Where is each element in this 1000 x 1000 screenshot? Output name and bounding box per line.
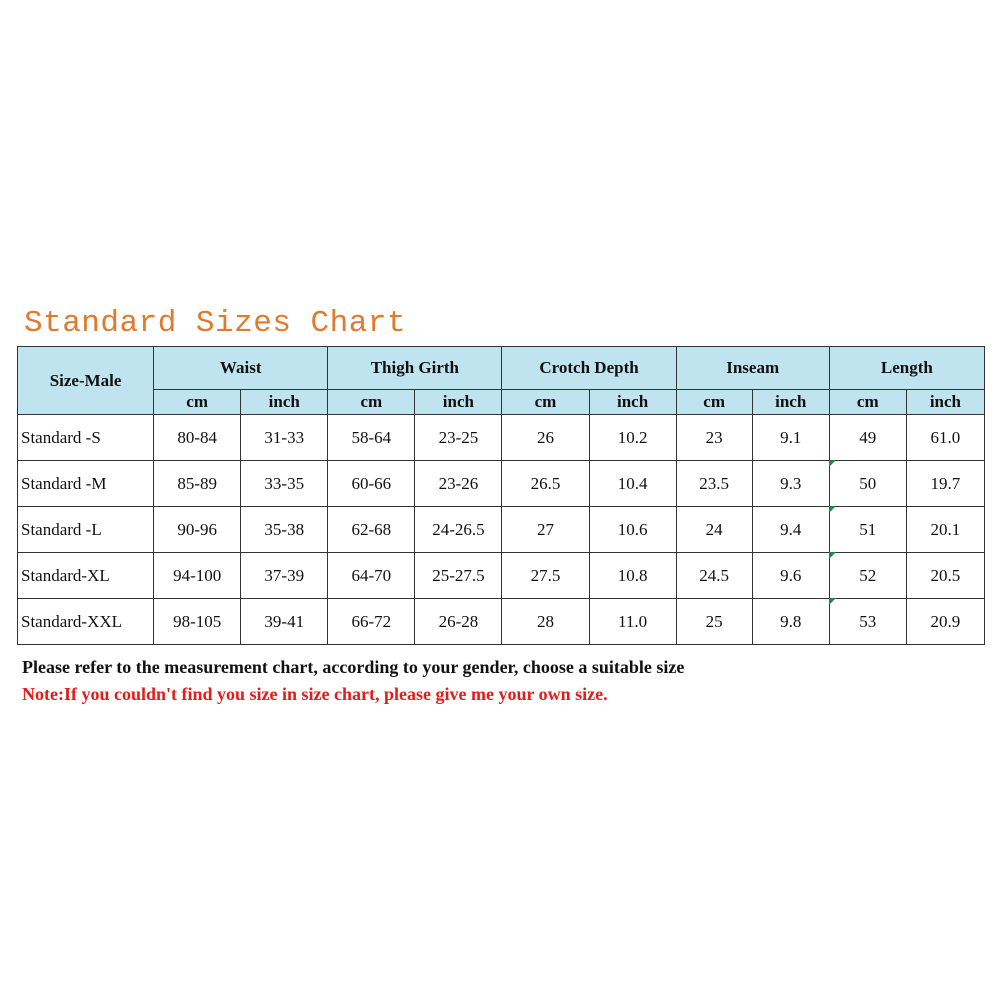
size-table bbox=[17, 346, 985, 645]
unit-header-inch: inch bbox=[589, 390, 676, 415]
table-cell: 10.2 bbox=[589, 415, 676, 461]
chart-title: Standard Sizes Chart bbox=[24, 306, 407, 341]
table-cell: 25 bbox=[676, 599, 752, 645]
table-cell bbox=[829, 553, 906, 599]
cell-value: 50 bbox=[859, 473, 877, 493]
table-cell: 31-33 bbox=[241, 415, 328, 461]
table-cell: 20.9 bbox=[906, 599, 984, 645]
table-cell: 20.5 bbox=[906, 553, 984, 599]
table-row bbox=[18, 553, 985, 599]
table-cell: 23-25 bbox=[415, 415, 502, 461]
table-cell: 9.4 bbox=[752, 507, 829, 553]
unit-header-cm: cm bbox=[154, 390, 241, 415]
table-cell: 9.3 bbox=[752, 461, 829, 507]
table-cell: 58-64 bbox=[328, 415, 415, 461]
table-cell: 19.7 bbox=[906, 461, 984, 507]
table-cell bbox=[829, 461, 906, 507]
table-cell: 27.5 bbox=[502, 553, 589, 599]
unit-header-cm: cm bbox=[328, 390, 415, 415]
size-name-cell: Standard-XL bbox=[18, 553, 154, 599]
size-name-cell: Standard -L bbox=[18, 507, 154, 553]
table-cell: 35-38 bbox=[241, 507, 328, 553]
cell-value: 51 bbox=[859, 519, 877, 539]
unit-header-inch: inch bbox=[752, 390, 829, 415]
table-cell: 85-89 bbox=[154, 461, 241, 507]
table-cell: 27 bbox=[502, 507, 589, 553]
table-cell: 23.5 bbox=[676, 461, 752, 507]
size-column-header: Size-Male bbox=[18, 347, 154, 415]
comment-marker-icon bbox=[829, 460, 836, 467]
unit-header-inch: inch bbox=[906, 390, 984, 415]
table-row bbox=[18, 599, 985, 645]
table-cell: 39-41 bbox=[241, 599, 328, 645]
table-cell bbox=[829, 599, 906, 645]
unit-header-inch: inch bbox=[241, 390, 328, 415]
table-cell: 60-66 bbox=[328, 461, 415, 507]
table-cell: 23-26 bbox=[415, 461, 502, 507]
table-cell: 61.0 bbox=[906, 415, 984, 461]
table-cell: 64-70 bbox=[328, 553, 415, 599]
table-cell: 66-72 bbox=[328, 599, 415, 645]
size-name-cell: Standard -S bbox=[18, 415, 154, 461]
table-cell: 33-35 bbox=[241, 461, 328, 507]
group-header-inseam: Inseam bbox=[676, 347, 829, 390]
table-cell: 24.5 bbox=[676, 553, 752, 599]
comment-marker-icon bbox=[829, 552, 836, 559]
comment-marker-icon bbox=[829, 598, 836, 605]
table-cell: 11.0 bbox=[589, 599, 676, 645]
table-cell: 20.1 bbox=[906, 507, 984, 553]
table-cell: 25-27.5 bbox=[415, 553, 502, 599]
table-cell: 26.5 bbox=[502, 461, 589, 507]
table-cell: 10.6 bbox=[589, 507, 676, 553]
table-cell: 98-105 bbox=[154, 599, 241, 645]
measurement-note: Please refer to the measurement chart, according to your gender, choose a suitable size bbox=[22, 657, 685, 677]
size-name-cell: Standard-XXL bbox=[18, 599, 154, 645]
cell-value: 53 bbox=[859, 611, 877, 631]
table-cell: 94-100 bbox=[154, 553, 241, 599]
table-cell: 24 bbox=[676, 507, 752, 553]
group-header-length: Length bbox=[829, 347, 984, 390]
table-cell: 90-96 bbox=[154, 507, 241, 553]
table-cell bbox=[829, 507, 906, 553]
table-cell: 9.1 bbox=[752, 415, 829, 461]
table-row bbox=[18, 507, 985, 553]
unit-header-cm: cm bbox=[502, 390, 589, 415]
table-cell: 49 bbox=[829, 415, 906, 461]
table-row bbox=[18, 415, 985, 461]
table-cell: 9.8 bbox=[752, 599, 829, 645]
table-cell: 9.6 bbox=[752, 553, 829, 599]
table-cell: 26-28 bbox=[415, 599, 502, 645]
table-cell: 28 bbox=[502, 599, 589, 645]
group-header-waist: Waist bbox=[154, 347, 328, 390]
table-row bbox=[18, 461, 985, 507]
group-header-thigh-girth: Thigh Girth bbox=[328, 347, 502, 390]
unit-header-cm: cm bbox=[676, 390, 752, 415]
group-header-crotch-depth: Crotch Depth bbox=[502, 347, 676, 390]
table-cell: 23 bbox=[676, 415, 752, 461]
table-cell: 62-68 bbox=[328, 507, 415, 553]
table-cell: 26 bbox=[502, 415, 589, 461]
table-cell: 10.8 bbox=[589, 553, 676, 599]
table-cell: 24-26.5 bbox=[415, 507, 502, 553]
comment-marker-icon bbox=[829, 506, 836, 513]
unit-header-cm: cm bbox=[829, 390, 906, 415]
custom-size-note: Note:If you couldn't find you size in size chart, please give me your own size. bbox=[22, 684, 608, 704]
table-cell: 10.4 bbox=[589, 461, 676, 507]
cell-value: 52 bbox=[859, 565, 877, 585]
table-cell: 37-39 bbox=[241, 553, 328, 599]
table-cell: 80-84 bbox=[154, 415, 241, 461]
unit-header-inch: inch bbox=[415, 390, 502, 415]
size-name-cell: Standard -M bbox=[18, 461, 154, 507]
